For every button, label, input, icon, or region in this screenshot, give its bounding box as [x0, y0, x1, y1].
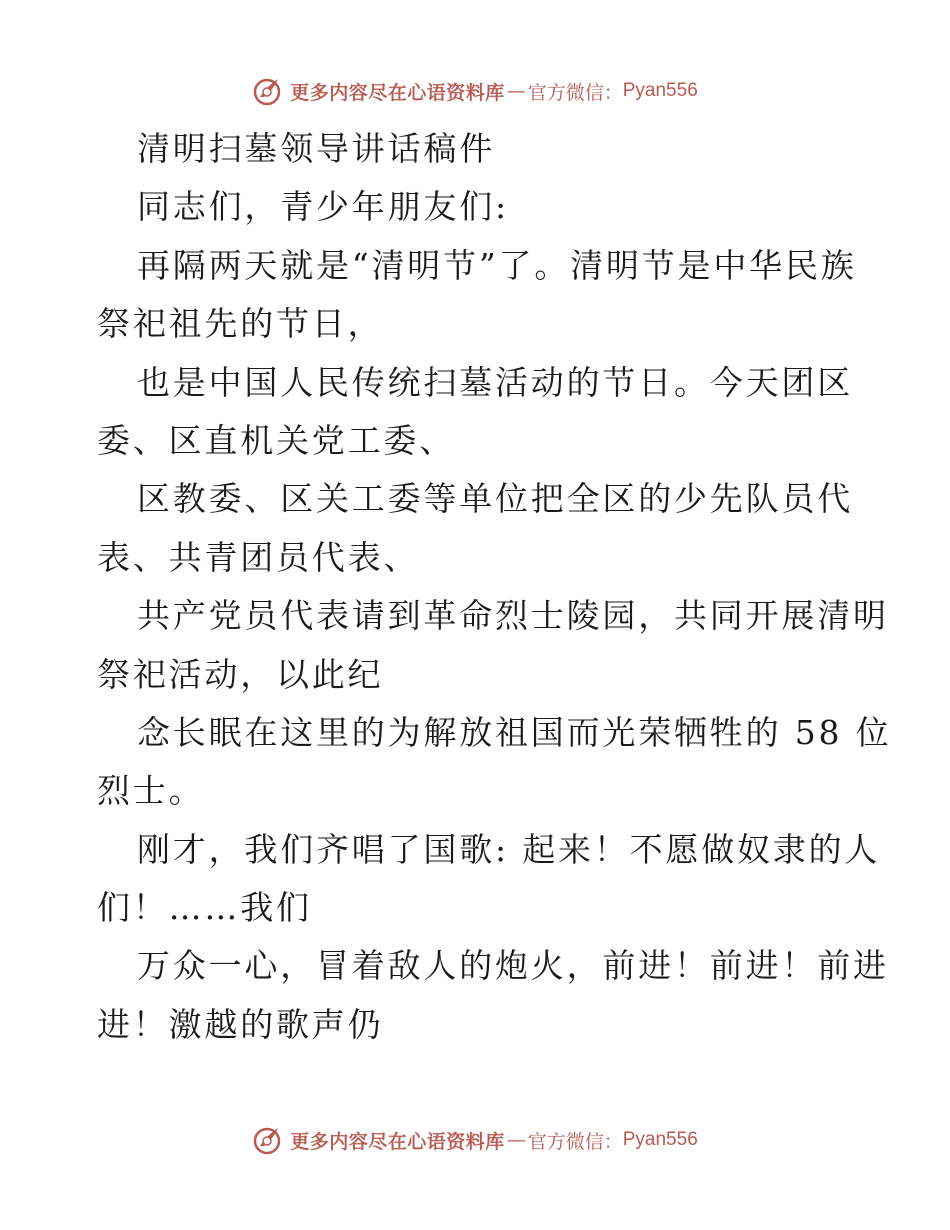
paragraph-line: 念长眠在这里的为解放祖国而光荣牺牲的 58 位	[137, 712, 892, 752]
paragraph-line: 刚才，我们齐唱了国歌: 起来！不愿做奴隶的人	[137, 829, 881, 869]
paragraph-line: 区教委、区关工委等单位把全区的少先队员代	[137, 479, 853, 519]
paragraph-line: 也是中国人民传统扫墓活动的节日。今天团区	[137, 362, 853, 402]
banner-wechat-id: Pyan556	[622, 80, 698, 101]
paragraph-line: 烈士。	[97, 771, 205, 811]
paragraph-line: 再隔两天就是“清明节”了。清明节是中华民族	[137, 245, 857, 285]
banner-wechat-label: 官方微信：	[527, 1130, 623, 1153]
banner-dash: —	[506, 80, 526, 102]
paragraph-line: 祭祀活动，以此纪	[97, 654, 384, 694]
banner-wechat-label: 官方微信：	[527, 81, 623, 104]
footer-banner	[0, 1120, 950, 1160]
paragraph-line: 祭祀祖先的节日，	[97, 304, 384, 344]
quill-logo-icon	[252, 1124, 284, 1156]
paragraph-line: 委、区直机关党工委、	[97, 420, 455, 460]
banner-dash: —	[506, 1129, 526, 1151]
paragraph-line: 们！……我们	[97, 888, 312, 928]
paragraph-line: 进！激越的歌声仍	[97, 1004, 384, 1044]
paragraph-line: 万众一心，冒着敌人的炮火，前进！前进！前进	[137, 946, 889, 986]
banner-wechat-id: Pyan556	[622, 1129, 698, 1150]
banner-site-text: 更多内容尽在心语资料库	[290, 1130, 505, 1153]
banner-site-text: 更多内容尽在心语资料库	[290, 81, 505, 104]
paragraph-line: 表、共青团员代表、	[97, 537, 420, 577]
header-banner	[0, 71, 950, 111]
quill-logo-icon	[252, 75, 284, 107]
document-body	[97, 120, 892, 1054]
document-title: 清明扫墓领导讲话稿件	[137, 129, 495, 168]
paragraph-line: 共产党员代表请到革命烈士陵园，共同开展清明	[137, 596, 889, 636]
salutation-line: 同志们，青少年朋友们:	[137, 187, 509, 227]
